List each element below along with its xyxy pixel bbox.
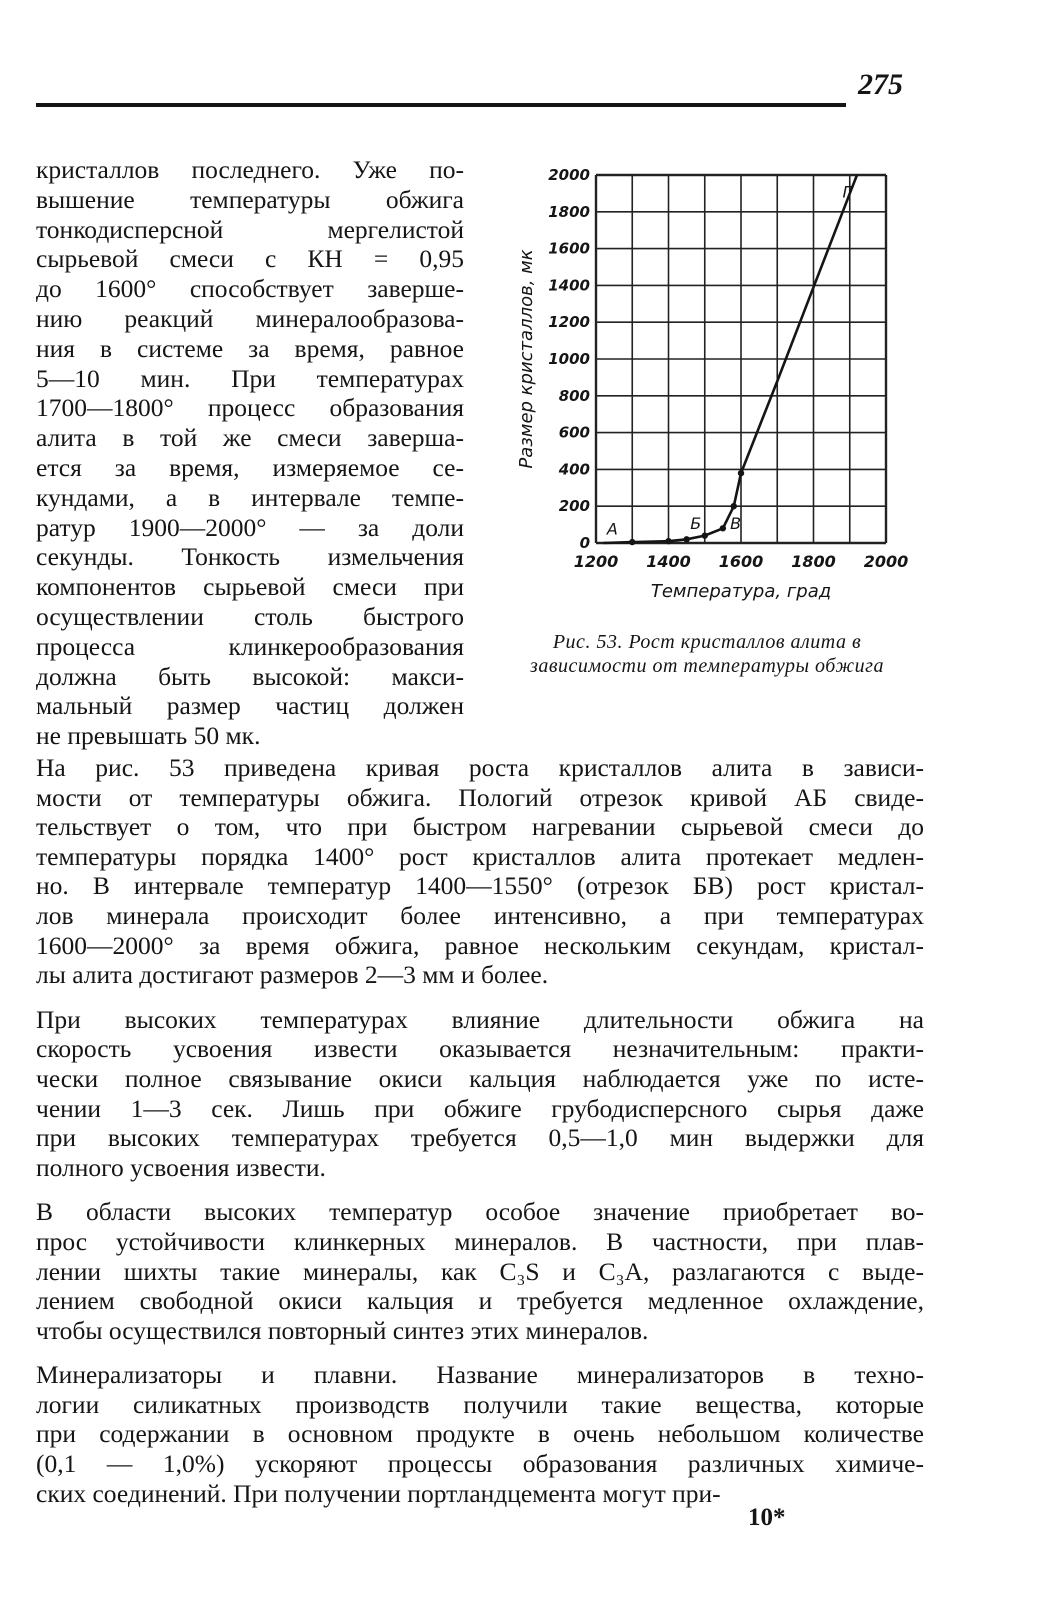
paragraph <box>36 753 924 990</box>
paragraph-line: (0,1 — 1,0%) ускоряют процессы образования различных химиче- <box>36 1449 924 1479</box>
crystal-growth-chart <box>488 165 928 605</box>
paragraph-line: лении шихты такие минералы, как C₃S и C₃A, разлагаются с выде- <box>36 1256 924 1286</box>
column-line: кундами, а в интервале темпе- <box>36 482 464 512</box>
column-line: кристаллов последнего. Уже по- <box>36 155 464 184</box>
paragraph-line: логии силикатных производств получили такие вещества, которые <box>36 1389 924 1419</box>
paragraph-line: лы алита достигают размеров 2—3 мм и более. <box>36 960 549 990</box>
y-tick-label: 200 <box>558 497 590 516</box>
x-tick-label: 1800 <box>791 552 836 571</box>
paragraph <box>36 1360 924 1508</box>
paragraph <box>36 1005 924 1183</box>
data-point <box>629 539 635 545</box>
y-tick-label: 1200 <box>548 313 590 332</box>
y-tick-label: 600 <box>558 423 590 442</box>
y-tick-label: 1000 <box>548 350 590 368</box>
paragraph-line: полного усвоения извести. <box>36 1152 326 1182</box>
y-tick-label: 0 <box>579 534 590 552</box>
column-line: 1700—1800° процесс образования <box>36 393 464 423</box>
paragraph-line: ских соединений. При получении портландцемента могут при- <box>36 1478 721 1508</box>
point-label: В <box>730 513 742 533</box>
column-line: процесса клинкерообразования <box>36 631 464 661</box>
body-text <box>36 753 924 1523</box>
x-tick-label: 1200 <box>573 552 619 571</box>
paragraph-line: Минерализаторы и плавни. Название минерализаторов в техно- <box>36 1360 924 1390</box>
paragraph-line: чтобы осуществился повторный синтез этих минералов. <box>36 1315 649 1345</box>
y-tick-label: 1600 <box>548 239 590 258</box>
paragraph-line: прос устойчивости клинкерных минералов. В частности, при плав- <box>36 1226 924 1256</box>
page-number: 275 <box>858 68 903 101</box>
paragraph-line: при содержании в основном продукте в очень небольшом количестве <box>36 1419 924 1449</box>
y-tick-label: 800 <box>558 386 590 405</box>
column-line: алита в той же смеси заверша- <box>36 423 464 453</box>
column-text <box>36 155 464 751</box>
y-tick-label: 1800 <box>548 202 590 221</box>
y-axis-label: Размер кристаллов, мк <box>516 249 537 469</box>
data-point <box>665 538 671 544</box>
paragraph-line: тельствует о том, что при быстром нагревании сырьевой смеси до <box>36 812 924 842</box>
column-line: тонкодисперсной мергелистой <box>36 214 464 244</box>
paragraph-line: но. В интервале температур 1400—1550° (отрезок БВ) рост кристал- <box>36 871 924 901</box>
column-line: 5—10 мин. При температурах <box>36 363 464 393</box>
column-line: должна быть высокой: макси- <box>36 661 464 691</box>
figure-caption: Рис. 53. Рост кристаллов алита в зависимости от температуры обжига <box>530 631 884 677</box>
column-line: ния в системе за время, равное <box>36 333 464 363</box>
paragraph-line: чески полное связывание окиси кальция наблюдается уже по исте- <box>36 1063 924 1093</box>
paragraph-line: На рис. 53 приведена кривая роста кристаллов алита в зависи- <box>36 753 924 782</box>
x-tick-label: 2000 <box>863 552 909 571</box>
column-line: секунды. Тонкость измельчения <box>36 542 464 572</box>
paragraph-line: 1600—2000° за время обжига, равное нескольким секундам, кристал- <box>36 930 924 960</box>
paragraph-line: лением свободной окиси кальция и требуется медленное охлаждение, <box>36 1286 924 1316</box>
data-point <box>683 536 689 542</box>
data-point <box>702 532 708 538</box>
y-tick-label: 2000 <box>548 166 590 184</box>
paragraph-line: мости от температуры обжига. Пологий отрезок кривой АБ свиде- <box>36 782 924 812</box>
y-tick-label: 400 <box>558 460 590 479</box>
column-line: ратур 1900—2000° — за доли <box>36 512 464 542</box>
point-label: Г <box>842 182 852 202</box>
data-point <box>720 525 726 531</box>
point-label: Б <box>690 513 702 533</box>
x-axis-label: Температура, град <box>650 581 832 602</box>
signature-mark: 10* <box>748 1504 786 1531</box>
paragraph-line: при высоких температурах требуется 0,5—1,0 мин выдержки для <box>36 1123 924 1153</box>
column-line: осуществлении столь быстрого <box>36 601 464 631</box>
column-line: не превышать 50 мк. <box>36 721 261 751</box>
paragraph-line: чении 1—3 сек. Лишь при обжиге грубодисперсного сырья даже <box>36 1093 924 1123</box>
column-line: ется за время, измеряемое се- <box>36 452 464 482</box>
paragraph-line: скорость усвоения извести оказывается незначительным: практи- <box>36 1034 924 1064</box>
data-point <box>738 470 744 476</box>
paragraph-line: В области высоких температур особое значение приобретает во- <box>36 1197 924 1227</box>
column-line: вышение температуры обжига <box>36 184 464 214</box>
data-point <box>731 503 737 509</box>
point-label: А <box>606 519 618 539</box>
column-line: сырьевой смеси с КН = 0,95 <box>36 244 464 274</box>
paragraph <box>36 1197 924 1345</box>
paragraph-line: При высоких температурах влияние длительности обжига на <box>36 1004 924 1034</box>
column-line: компонентов сырьевой смеси при <box>36 572 464 602</box>
column-line: мальный размер частиц должен <box>36 691 464 721</box>
x-tick-label: 1600 <box>718 552 764 571</box>
column-line: до 1600° способствует заверше- <box>36 274 464 304</box>
y-tick-label: 1400 <box>548 276 590 295</box>
header-rule <box>36 103 846 107</box>
x-tick-label: 1400 <box>646 552 691 571</box>
column-line: нию реакций минералообразова- <box>36 303 464 333</box>
paragraph-line: температуры порядка 1400° рост кристаллов алита протекает медлен- <box>36 841 924 871</box>
paragraph-line: лов минерала происходит более интенсивно, а при температурах <box>36 900 924 930</box>
